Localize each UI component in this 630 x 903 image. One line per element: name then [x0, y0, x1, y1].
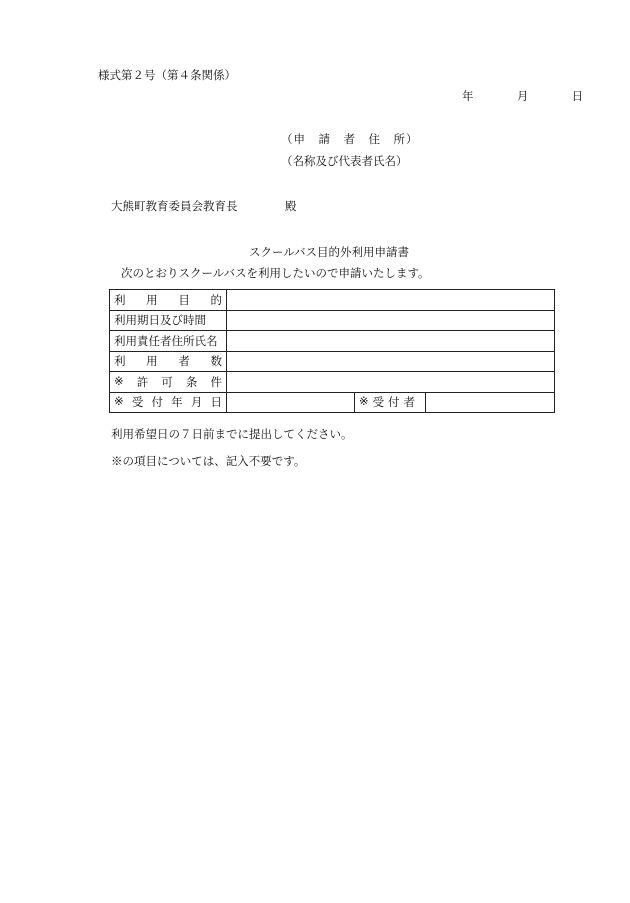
addressee-honorific: 殿 [285, 199, 297, 213]
applicant-name-label: （名称及び代表者氏名） [281, 154, 408, 168]
row-label [110, 372, 227, 393]
user-count-field[interactable] [227, 351, 555, 372]
table-row [110, 351, 555, 372]
row-label: 利用期日及び時間 [110, 310, 227, 331]
date-year: 年 [462, 89, 474, 103]
table-row [110, 310, 555, 331]
receiver-field[interactable] [426, 392, 555, 413]
table-row [110, 290, 555, 311]
note-asterisk: ※の項目については、記入不要です。 [111, 454, 306, 468]
purpose-field[interactable] [227, 290, 555, 311]
date-month: 月 [516, 89, 529, 103]
row-label: 利用責任者住所氏名 [110, 331, 227, 352]
receiver-label [355, 392, 426, 413]
applicant-address-label: （申 請 者 住 所） [281, 132, 419, 146]
row-label-text: 利 用 目 的 [114, 292, 222, 307]
addressee-name: 大熊町教育委員会教育長 [111, 199, 238, 213]
document-title: スクールバス目的外利用申請書 [249, 245, 409, 259]
form-number: 様式第２号（第４条関係） [98, 68, 236, 82]
permit-conditions-field[interactable] [227, 372, 555, 393]
application-table [109, 289, 555, 413]
date-day: 日 [571, 89, 584, 103]
row-label [110, 290, 227, 311]
note-deadline: 利用希望日の７日前までに提出してください。 [111, 427, 353, 441]
row-label-text: ※ 許 可 条 件 [114, 373, 222, 389]
receiver-label-text: ※ 受 付 者 [359, 394, 415, 410]
responsible-person-field[interactable] [227, 331, 555, 352]
row-label-text: ※ 受 付 年 月 日 [114, 394, 222, 410]
date-time-field[interactable] [227, 310, 555, 331]
table-row [110, 372, 555, 393]
row-label [110, 351, 227, 372]
table-row [110, 392, 555, 413]
table-row [110, 331, 555, 352]
row-label [110, 392, 227, 413]
row-label-text: 利 用 者 数 [114, 354, 222, 369]
receipt-date-field[interactable] [227, 392, 355, 413]
intro-text: 次のとおりスクールバスを利用したいので申請いたします。 [121, 266, 430, 280]
date-line [462, 88, 583, 104]
